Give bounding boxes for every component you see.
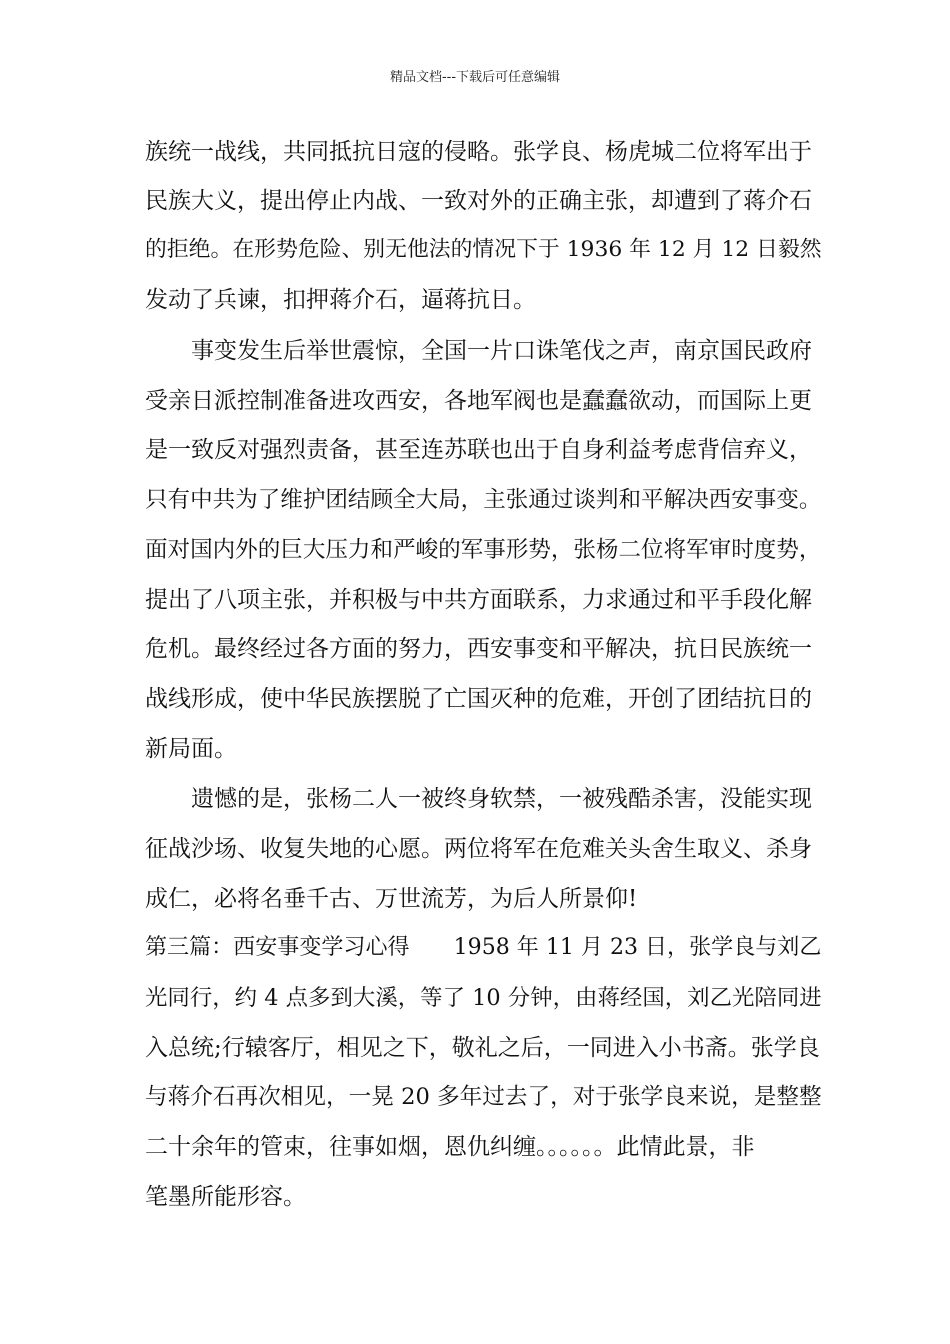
text-line: 成仁，必将名垂千古、万世流芳，为后人所景仰! — [145, 886, 638, 912]
text-line: 战线形成，使中华民族摆脱了亡国灭种的危难，开创了团结抗日的 — [145, 686, 812, 712]
text-line: 的拒绝。在形势危险、别无他法的情况下于 1936 年 12 月 12 日毅然 — [145, 237, 822, 262]
text-line: 二十余年的管束，往事如烟，恩仇纠缠。。。。。。此情此景，非 — [145, 1134, 755, 1160]
text-line: 第三篇：西安事变学习心得 1958 年 11 月 23 日，张学良与刘乙 — [145, 935, 822, 960]
text-line: 遗憾的是，张杨二人一被终身软禁，一被残酷杀害，没能实现 — [191, 786, 812, 812]
text-line: 危机。最终经过各方面的努力，西安事变和平解决，抗日民族统一 — [145, 636, 812, 662]
text-line: 入总统;行辕客厅，相见之下，敬礼之后，一同进入小书斋。张学良 — [145, 1035, 820, 1061]
text-line: 受亲日派控制准备进攻西安，各地军阀也是蠢蠢欲动，而国际上更 — [145, 388, 812, 414]
text-line: 提出了八项主张，并积极与中共方面联系，力求通过和平手段化解 — [145, 587, 812, 613]
text-line: 发动了兵谏，扣押蒋介石，逼蒋抗日。 — [145, 287, 536, 313]
text-line: 笔墨所能形容。 — [145, 1184, 306, 1210]
text-line: 与蒋介石再次相见，一晃 20 多年过去了，对于张学良来说，是整整 — [145, 1084, 822, 1110]
text-line: 征战沙场、收复失地的心愿。两位将军在危难关头舍生取义、杀身 — [145, 836, 812, 862]
text-line: 新局面。 — [145, 736, 237, 762]
text-line: 民族大义，提出停止内战、一致对外的正确主张，却遭到了蒋介石 — [145, 188, 812, 214]
text-line: 面对国内外的巨大压力和严峻的军事形势，张杨二位将军审时度势， — [145, 537, 822, 563]
page-header: 精品文档---下载后可任意编辑 — [389, 70, 561, 85]
text-line: 是一致反对强烈责备，甚至连苏联也出于自身利益考虑背信弃义， — [145, 437, 812, 463]
text-line: 事变发生后举世震惊，全国一片口诛笔伐之声，南京国民政府 — [191, 338, 812, 364]
text-line: 只有中共为了维护团结顾全大局，主张通过谈判和平解决西安事变。 — [145, 487, 822, 513]
text-line: 光同行，约 4 点多到大溪，等了 10 分钟，由蒋经国，刘乙光陪同进 — [145, 985, 822, 1011]
text-line: 族统一战线，共同抵抗日寇的侵略。张学良、杨虎城二位将军出于 — [145, 139, 812, 165]
